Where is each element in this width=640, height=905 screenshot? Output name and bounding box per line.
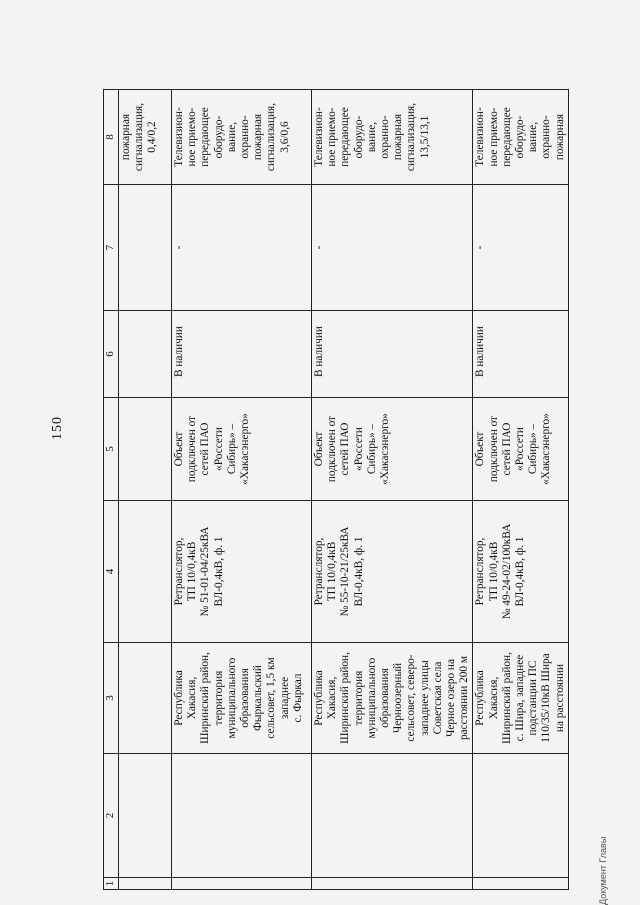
cell-text-line: В наличии bbox=[313, 326, 325, 377]
header-cell-7: 7 bbox=[104, 185, 119, 311]
cell-text-line: В наличии bbox=[173, 326, 185, 377]
cell-text-line: подключен от bbox=[487, 415, 500, 483]
cell-text-line: территория bbox=[352, 670, 365, 726]
cell-text-line: сельсовет, северо- bbox=[405, 654, 418, 742]
cell-text-line: «Россети bbox=[352, 427, 365, 471]
header-cell-8: 8 bbox=[104, 90, 119, 185]
cell-text-line: Сибирь» – bbox=[365, 423, 378, 475]
cell-text-line: пожарная bbox=[252, 113, 265, 161]
header-row bbox=[104, 90, 119, 890]
table-cell-col2 bbox=[119, 754, 172, 878]
cell-text-line: Телевизион- bbox=[313, 107, 325, 167]
table-cell-col2 bbox=[172, 754, 312, 878]
cell-text-line: сигнализация, bbox=[133, 102, 146, 172]
table-row bbox=[172, 90, 312, 890]
table-cell-col5 bbox=[312, 398, 473, 501]
cell-text-line: оборудо- bbox=[212, 115, 225, 159]
table-cell-col5 bbox=[473, 398, 568, 501]
cell-text-line: № 55-10-21/25кВА bbox=[339, 526, 352, 617]
table-cell-col7 bbox=[473, 185, 568, 311]
table-cell-col8 bbox=[312, 90, 473, 185]
footer-stamp: Документ Главы bbox=[598, 836, 608, 905]
cell-text-line: Телевизион- bbox=[173, 107, 185, 167]
cell-text-line: Республика bbox=[173, 670, 185, 726]
cell-text-line: ВЛ-0,4кВ, ф. 1 bbox=[352, 536, 365, 607]
cell-text-line: сигнализация, bbox=[405, 102, 418, 172]
header-cell-1: 1 bbox=[104, 878, 119, 890]
cell-text-line: пожарная bbox=[553, 113, 566, 161]
cell-text-line: Объект bbox=[173, 431, 185, 467]
cell-text-line: подстанции ПС bbox=[527, 660, 540, 736]
cell-text-line: 3,6/0,6 bbox=[278, 121, 291, 153]
cell-text-line: Фыркальский bbox=[252, 665, 265, 731]
cell-text-line: подключен от bbox=[326, 415, 339, 483]
cell-text-line: Советская села bbox=[431, 661, 444, 735]
cell-text-line: передающее bbox=[500, 107, 513, 167]
cell-text-line: «Хакасэнерго» bbox=[379, 413, 392, 485]
cell-text-line: территория bbox=[212, 670, 225, 726]
cell-text-line: сетей ПАО bbox=[199, 422, 212, 476]
cell-text-line: сетей ПАО bbox=[339, 422, 352, 476]
cell-text-line: «Хакасэнерго» bbox=[540, 413, 553, 485]
cell-text-line: Ретранслятор, bbox=[313, 537, 325, 606]
header-cell-4: 4 bbox=[104, 501, 119, 643]
cell-text-line: № 51-01-04/25кВА bbox=[199, 526, 212, 617]
table-row bbox=[473, 90, 568, 890]
cell-text-line: передающее bbox=[339, 107, 352, 167]
cell-text-line: Объект bbox=[313, 431, 325, 467]
cell-text-line: западнее bbox=[278, 676, 291, 720]
header-cell-2: 2 bbox=[104, 754, 119, 878]
cell-text-line: Телевизион- bbox=[474, 107, 487, 167]
table-cell-col2 bbox=[473, 754, 568, 878]
cell-text-line: образования bbox=[239, 668, 252, 728]
table-cell-col1 bbox=[172, 878, 312, 890]
cell-text-line: подключен от bbox=[186, 415, 199, 483]
table-cell-col7 bbox=[172, 185, 312, 311]
equipment-table bbox=[103, 89, 569, 890]
cell-text-line: Черное озеро на bbox=[445, 659, 458, 737]
table-cell-col5 bbox=[172, 398, 312, 501]
cell-text-line: Ширинский район, bbox=[500, 652, 513, 744]
cell-text-line: «Хакасэнерго» bbox=[239, 413, 252, 485]
table-row bbox=[119, 90, 172, 890]
cell-text-line: 110/35/10кВ Шира bbox=[540, 653, 553, 743]
table-cell-col6 bbox=[312, 311, 473, 398]
cell-text-line: 13,5/13,1 bbox=[418, 115, 431, 159]
cell-text-line: на расстоянии bbox=[553, 663, 566, 733]
cell-text-line: муниципального bbox=[365, 657, 378, 739]
page-number: 150 bbox=[50, 416, 65, 440]
cell-text-line: ТП 10/0,4кВ bbox=[186, 541, 199, 602]
table-cell-col3 bbox=[119, 643, 172, 754]
table-cell-col3 bbox=[473, 643, 568, 754]
cell-text-line: Ретранслятор, bbox=[474, 537, 487, 606]
cell-text-line: сельсовет, 1,5 км bbox=[265, 657, 278, 739]
header-cell-5: 5 bbox=[104, 398, 119, 501]
cell-text-line: охранно- bbox=[379, 115, 392, 159]
cell-text-line: - bbox=[173, 245, 185, 250]
cell-text-line: вание, bbox=[365, 121, 378, 153]
cell-text-line: Сибирь» – bbox=[225, 423, 238, 475]
table-cell-col8 bbox=[172, 90, 312, 185]
cell-text-line: оборудо- bbox=[514, 115, 527, 159]
cell-text-line: с. Шира, западнее bbox=[514, 654, 527, 742]
cell-text-line: вание, bbox=[225, 121, 238, 153]
cell-text-line: Объект bbox=[474, 431, 487, 467]
table-cell-col7 bbox=[119, 185, 172, 311]
table-cell-col8 bbox=[119, 90, 172, 185]
table-cell-col4 bbox=[119, 501, 172, 643]
cell-text-line: Черноозерный bbox=[392, 662, 405, 734]
cell-text-line: - bbox=[474, 245, 487, 250]
table-cell-col1 bbox=[119, 878, 172, 890]
cell-text-line: передающее bbox=[199, 107, 212, 167]
table-cell-col1 bbox=[312, 878, 473, 890]
cell-text-line: Республика bbox=[474, 670, 487, 726]
cell-text-line: расстоянии 200 м bbox=[458, 656, 471, 740]
cell-text-line: ВЛ-0,4кВ, ф. 1 bbox=[212, 536, 225, 607]
cell-text-line: охранно- bbox=[239, 115, 252, 159]
table-cell-col6 bbox=[172, 311, 312, 398]
table-cell-col6 bbox=[119, 311, 172, 398]
cell-text-line: Ретранслятор, bbox=[173, 537, 185, 606]
table-cell-col1 bbox=[473, 878, 568, 890]
cell-text-line: Хакасия, bbox=[487, 676, 500, 720]
cell-text-line: Хакасия, bbox=[186, 676, 199, 720]
cell-text-line: - bbox=[313, 245, 325, 250]
cell-text-line: Ширинский район, bbox=[339, 652, 352, 744]
table-cell-col4 bbox=[312, 501, 473, 643]
cell-text-line: Сибирь» – bbox=[527, 423, 540, 475]
cell-text-line: оборудо- bbox=[352, 115, 365, 159]
cell-text-line: Ширинский район, bbox=[199, 652, 212, 744]
cell-text-line: западнее улицы bbox=[418, 660, 431, 736]
table-cell-col5 bbox=[119, 398, 172, 501]
table-cell-col7 bbox=[312, 185, 473, 311]
cell-text-line: муниципального bbox=[225, 657, 238, 739]
cell-text-line: образования bbox=[379, 668, 392, 728]
cell-text-line: ТП 10/0,4кВ bbox=[326, 541, 339, 602]
cell-text-line: ТП 10/0,4кВ bbox=[487, 541, 500, 602]
rotated-table-wrapper bbox=[103, 90, 566, 890]
table-cell-col8 bbox=[473, 90, 568, 185]
cell-text-line: № 49-24-02/100кВА bbox=[500, 523, 513, 620]
cell-text-line: Республика bbox=[313, 670, 325, 726]
cell-text-line: охранно- bbox=[540, 115, 553, 159]
cell-text-line: 0,4/0,2 bbox=[146, 121, 159, 153]
cell-text-line: пожарная bbox=[392, 113, 405, 161]
table-cell-col3 bbox=[312, 643, 473, 754]
table-cell-col6 bbox=[473, 311, 568, 398]
table-cell-col2 bbox=[312, 754, 473, 878]
cell-text-line: ное приемо- bbox=[186, 107, 199, 167]
cell-text-line: ВЛ-0,4кВ, ф. 1 bbox=[514, 536, 527, 607]
cell-text-line: пожарная bbox=[120, 113, 132, 161]
table-row bbox=[312, 90, 473, 890]
cell-text-line: сетей ПАО bbox=[500, 422, 513, 476]
cell-text-line: «Россети bbox=[212, 427, 225, 471]
cell-text-line: В наличии bbox=[474, 326, 487, 377]
cell-text-line: сигнализация, bbox=[265, 102, 278, 172]
cell-text-line: «Россети bbox=[514, 427, 527, 471]
table-cell-col4 bbox=[473, 501, 568, 643]
table-cell-col3 bbox=[172, 643, 312, 754]
cell-text-line: ное приемо- bbox=[326, 107, 339, 167]
cell-text-line: с. Фыркал bbox=[291, 673, 304, 723]
header-cell-3: 3 bbox=[104, 643, 119, 754]
table-cell-col4 bbox=[172, 501, 312, 643]
cell-text-line: Хакасия, bbox=[326, 676, 339, 720]
header-cell-6: 6 bbox=[104, 311, 119, 398]
cell-text-line: ное приемо- bbox=[487, 107, 500, 167]
cell-text-line: вание, bbox=[527, 121, 540, 153]
